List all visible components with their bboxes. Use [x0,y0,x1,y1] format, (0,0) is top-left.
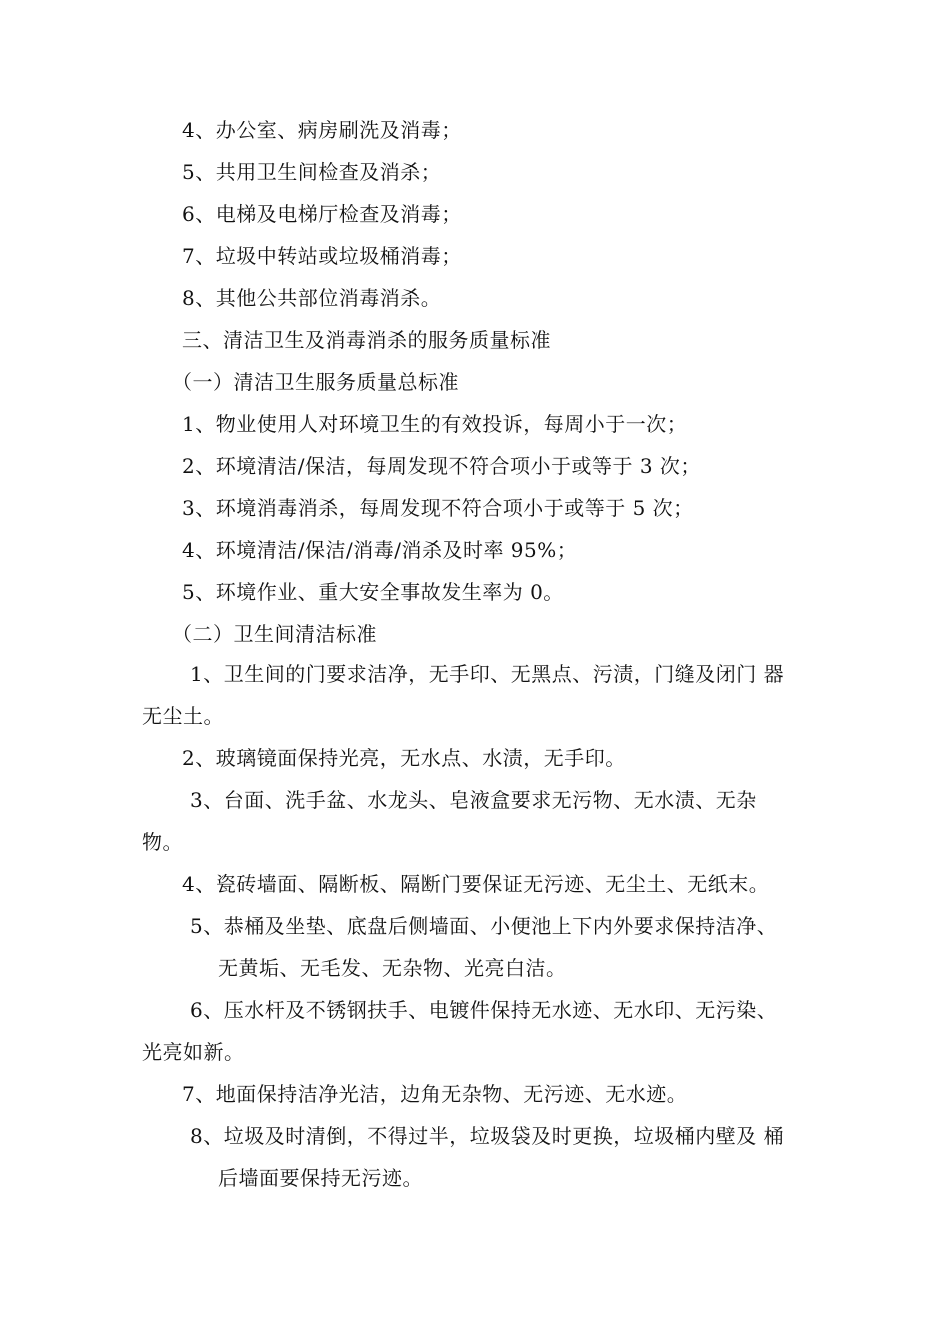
subsection-heading: （二）卫生间清洁标准 [172,622,377,646]
list-item: 5、共用卫生间检查及消杀； [182,160,442,184]
list-item-continuation: 光亮如新。 [142,1040,245,1064]
list-item: 8、垃圾及时清倒，不得过半，垃圾袋及时更换，垃圾桶内壁及 桶 [190,1124,785,1148]
list-item: 6、压水杆及不锈钢扶手、电镀件保持无水迹、无水印、无污染、 [190,998,778,1022]
list-item: 7、垃圾中转站或垃圾桶消毒； [182,244,462,268]
list-item-continuation: 无尘土。 [142,704,224,728]
list-item: 4、环境清洁/保洁/消毒/消杀及时率 95%； [182,538,578,562]
list-item: 2、环境清洁/保洁，每周发现不符合项小于或等于 3 次； [182,454,701,478]
list-item: 8、其他公共部位消毒消杀。 [182,286,442,310]
list-item: 1、卫生间的门要求洁净，无手印、无黑点、污渍，门缝及闭门 器 [190,662,785,686]
list-item-continuation: 无黄垢、无毛发、无杂物、光亮白洁。 [218,956,567,980]
list-item-continuation: 后墙面要保持无污迹。 [218,1166,423,1190]
list-item: 1、物业使用人对环境卫生的有效投诉，每周小于一次； [182,412,688,436]
list-item: 7、地面保持洁净光洁，边角无杂物、无污迹、无水迹。 [182,1082,688,1106]
list-item: 3、台面、洗手盆、水龙头、皂液盒要求无污物、无水渍、无杂 [190,788,757,812]
list-item: 2、玻璃镜面保持光亮，无水点、水渍，无手印。 [182,746,626,770]
list-item: 3、环境消毒消杀，每周发现不符合项小于或等于 5 次； [182,496,694,520]
list-item: 4、办公室、病房刷洗及消毒； [182,118,462,142]
list-item: 6、电梯及电梯厅检查及消毒； [182,202,462,226]
list-item: 5、恭桶及坐垫、底盘后侧墙面、小便池上下内外要求保持洁净、 [190,914,778,938]
subsection-heading: （一）清洁卫生服务质量总标准 [172,370,459,394]
section-heading: 三、清洁卫生及消毒消杀的服务质量标准 [182,328,551,352]
list-item: 5、环境作业、重大安全事故发生率为 0。 [182,580,564,604]
list-item-continuation: 物。 [142,830,183,854]
list-item: 4、瓷砖墙面、隔断板、隔断门要保证无污迹、无尘土、无纸末。 [182,872,770,896]
